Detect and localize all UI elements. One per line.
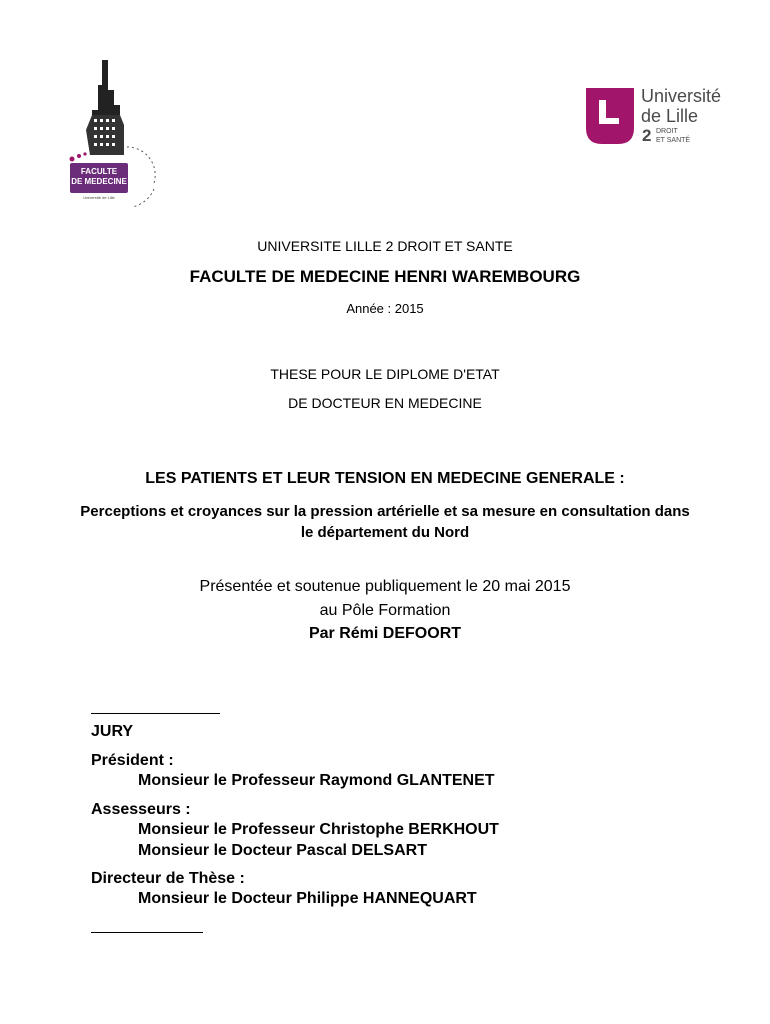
university-name: UNIVERSITE LILLE 2 DROIT ET SANTE xyxy=(257,238,513,254)
director-name: Monsieur le Docteur Philippe HANNEQUART xyxy=(138,890,477,907)
president-name: Monsieur le Professeur Raymond GLANTENET xyxy=(138,772,495,789)
director-label: Directeur de Thèse : xyxy=(91,870,245,887)
university-logo xyxy=(586,86,746,150)
assessor-2: Monsieur le Docteur Pascal DELSART xyxy=(138,842,427,859)
jury-heading: JURY xyxy=(91,723,134,740)
faculty-logo-small: Université de Lille xyxy=(83,195,115,200)
presentation-date: Présentée et soutenue publiquement le 20 mai 2015 xyxy=(199,578,571,595)
university-logo-line1: Université xyxy=(641,86,722,106)
author: Par Rémi DEFOORT xyxy=(308,625,462,642)
faculty-logo xyxy=(62,55,172,215)
presentation-location: au Pôle Formation xyxy=(319,602,451,619)
faculty-name: FACULTE DE MEDECINE HENRI WAREMBOURG xyxy=(189,267,581,286)
university-logo-sub1: DROIT xyxy=(656,128,678,135)
assessors-label: Assesseurs : xyxy=(91,801,191,818)
university-logo-number: 2 xyxy=(642,126,652,145)
thesis-line2: DE DOCTEUR EN MEDECINE xyxy=(288,395,482,411)
thesis-subtitle: Perceptions et croyances sur la pression artérielle et sa mesure en consultation dans le département du Nord xyxy=(80,503,690,541)
faculty-logo-line2: DE MEDECINE xyxy=(71,177,127,186)
university-logo-line2: de Lille xyxy=(641,106,699,126)
thesis-title: LES PATIENTS ET LEUR TENSION EN MEDECINE GENERALE : xyxy=(145,470,625,487)
president-label: Président : xyxy=(91,752,174,769)
divider-top xyxy=(91,713,220,714)
year: Année : 2015 xyxy=(346,301,424,316)
thesis-line1: THESE POUR LE DIPLOME D'ETAT xyxy=(270,366,500,382)
divider-bottom xyxy=(91,932,203,933)
faculty-logo-line1: FACULTE xyxy=(80,167,118,176)
assessor-1: Monsieur le Professeur Christophe BERKHOUT xyxy=(138,821,499,838)
university-logo-sub2: ET SANTÉ xyxy=(656,137,691,144)
